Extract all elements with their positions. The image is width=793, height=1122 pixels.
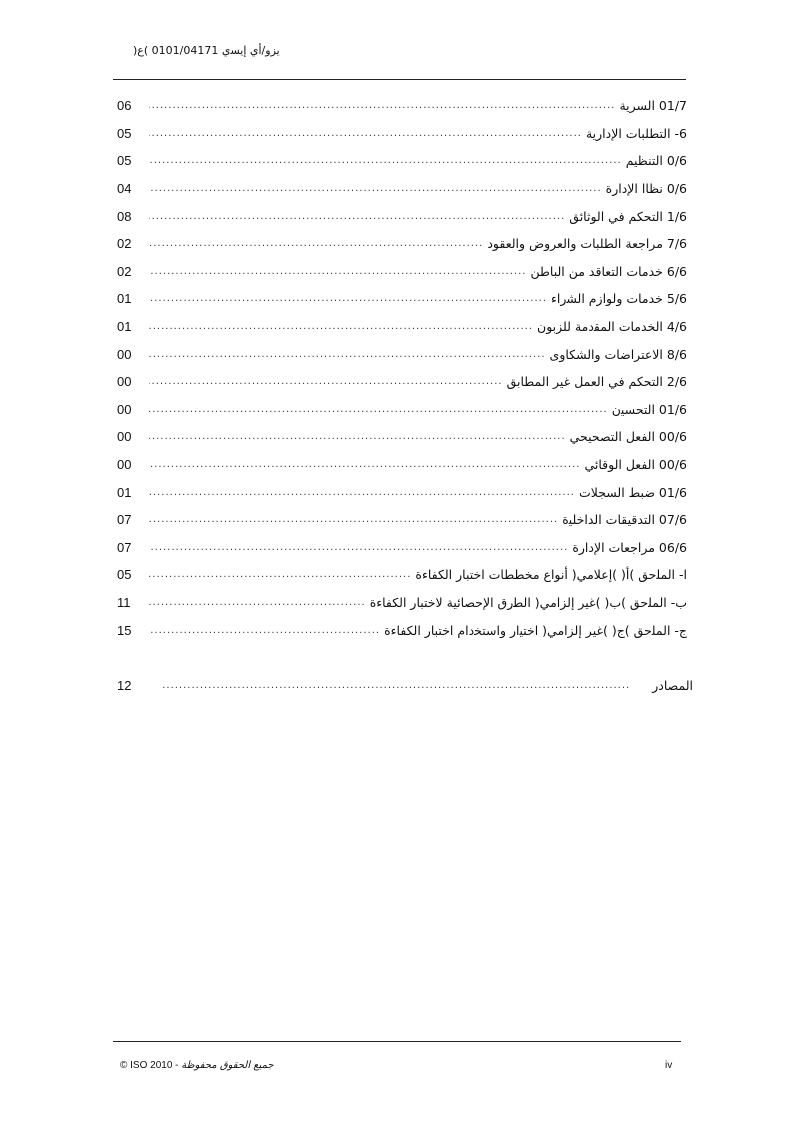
toc-entry-page: 00 xyxy=(117,374,132,390)
toc-entry-page: 08 xyxy=(117,208,132,224)
references-section xyxy=(117,672,693,700)
toc-entry-title: 00/6 الف‍ﻌ‍ﻞ ال‍ﺘ‍ﺼ‍ﺤ‍ﻴﺤ‍ﻲ xyxy=(569,429,687,445)
leader-dots xyxy=(149,293,547,304)
toc-entry[interactable] xyxy=(117,616,687,644)
toc-entry-page: 02 xyxy=(117,236,132,252)
toc-entry-references[interactable] xyxy=(117,672,693,700)
toc-entry[interactable] xyxy=(117,202,687,230)
toc-entry-page: 15 xyxy=(117,622,132,638)
toc-entry[interactable] xyxy=(117,423,687,451)
toc-entry-title: 1/6 ال‍ﺘﺤ‍ﻜﻢ في ال‍ﻮﺛ‍ﺎئق xyxy=(569,208,687,224)
leader-dots xyxy=(149,128,582,139)
toc-entry-page: 11 xyxy=(117,594,131,610)
leader-dots xyxy=(149,349,546,360)
leader-dots xyxy=(149,321,533,332)
toc-entry-title: 01/6 ضبط ال‍ﺴ‍ﺠ‍لات xyxy=(578,484,687,500)
toc-entry-title: ج- ال‍ﻤ‍ﻠح‍ق )ج( )غير إل‍ﺰامي( اخ‍ﺘ‍ﻴار واس‍ﺘ‍ﺨدام اخ‍ﺘ‍ﺒ‍ار ال‍ﻜﻔ‍ﺎءة xyxy=(384,622,687,638)
leader-dots xyxy=(149,569,411,580)
leader-dots xyxy=(149,487,575,498)
footer-copyright xyxy=(120,1060,274,1071)
document-header: ﻳ‍ﺰو/أي إي‍ﺴي 0101/04171 )ع( xyxy=(133,44,280,57)
toc-entry[interactable] xyxy=(117,120,687,148)
toc-entry-title: 01/6 ال‍ﺘﺤ‍ﺴ‍ﻴن xyxy=(611,401,687,417)
toc-entry[interactable] xyxy=(117,92,687,120)
toc-entry[interactable] xyxy=(117,451,687,479)
toc-entry-page: 01 xyxy=(117,291,132,307)
toc-entry[interactable] xyxy=(117,285,687,313)
copyright-text: © ISO 2010 - xyxy=(120,1060,179,1071)
toc-entry[interactable] xyxy=(117,368,687,396)
toc-entry-page: 00 xyxy=(117,346,132,362)
leader-dots xyxy=(149,542,568,553)
toc-entry-page: 01 xyxy=(117,484,132,500)
toc-entry-page: 05 xyxy=(117,153,132,169)
leader-dots xyxy=(149,266,526,277)
leader-dots xyxy=(149,100,615,111)
toc-entry-page: 00 xyxy=(117,401,132,417)
toc-entry[interactable] xyxy=(117,396,687,424)
references-title: ال‍ﻤ‍ﺼ‍ادر xyxy=(652,678,693,694)
references-page: 12 xyxy=(117,678,132,694)
toc-entry[interactable] xyxy=(117,230,687,258)
footer-divider xyxy=(113,1041,681,1042)
toc-entry[interactable] xyxy=(117,175,687,203)
toc-entry-title: 0/6 ن‍ظ‍اا الإدارة xyxy=(605,181,687,197)
toc-entry-title: 2/6 ال‍ﺘﺤ‍ﻜﻢ في ال‍ﻌﻤ‍ل غير ال‍ﻤ‍ﻄ‍ﺎب‍ق xyxy=(506,374,687,390)
toc-entry-page: 02 xyxy=(117,263,132,279)
toc-entry-page: 00 xyxy=(117,457,132,473)
toc-entry-title: 6- ال‍ﺘ‍ﻄ‍ﻠﺒ‍ﺎت الإداري‍ة xyxy=(585,125,687,141)
leader-dots xyxy=(149,459,580,470)
toc-entry[interactable] xyxy=(117,258,687,286)
toc-entry-title: 4/6 الخدمات ال‍ﻤ‍ﻘدمة لل‍ﺰب‍ﻮن xyxy=(537,319,687,335)
toc-entry-page: 06 xyxy=(117,98,132,114)
toc-entry-page: 05 xyxy=(117,567,132,583)
toc-entry-title: 0/6 ال‍ﺘ‍ﻨﻈ‍ﻴﻢ xyxy=(625,153,687,169)
toc-entry[interactable] xyxy=(117,506,687,534)
toc-entry-title: ب- ال‍ﻤ‍ﻠح‍ق )ب( )غير إل‍ﺰامي( ال‍ﻄرق الإح‍ﺼ‍ﺎئ‍ﻴ‍ة لاخ‍ﺘ‍ﺒ‍ار ال‍ﻜﻔ‍ﺎءة xyxy=(369,594,687,610)
toc-entry-page: 07 xyxy=(117,512,132,528)
leader-dots xyxy=(149,625,380,636)
leader-dots xyxy=(149,211,565,222)
toc-entry-page: 07 xyxy=(117,539,132,555)
toc-entry-title: 6/6 خدمات ال‍ﺘ‍ﻌ‍ﺎقد من ال‍ﺒ‍ﺎطن xyxy=(530,263,687,279)
toc-entry-title: 06/6 مراجعات الإدارة xyxy=(572,539,687,555)
leader-dots xyxy=(149,514,558,525)
leader-dots xyxy=(149,404,608,415)
toc-entry[interactable] xyxy=(117,561,687,589)
leader-dots xyxy=(149,597,366,608)
table-of-contents xyxy=(117,92,687,644)
rights-text: جميع الحقوق محفوظة xyxy=(181,1060,274,1071)
header-divider xyxy=(113,79,686,80)
toc-entry-page: 00 xyxy=(117,429,132,445)
toc-entry-title: 5/6 خدم‍ﺎت ولوازم ال‍ﺸراء xyxy=(551,291,687,307)
toc-entry[interactable] xyxy=(117,534,687,562)
toc-entry-title: 01/7 الس‍رية xyxy=(619,98,687,114)
toc-entry[interactable] xyxy=(117,147,687,175)
toc-entry[interactable] xyxy=(117,478,687,506)
leader-dots xyxy=(149,183,602,194)
page-number: iv xyxy=(665,1060,673,1071)
leader-dots xyxy=(149,376,503,387)
toc-entry[interactable] xyxy=(117,313,687,341)
leader-dots xyxy=(149,155,622,166)
leader-dots xyxy=(163,680,630,691)
toc-entry-title: 07/6 ال‍ﺘ‍ﺪقيقات الداخ‍ﻠ‍ﻴة xyxy=(562,512,687,528)
toc-entry-page: 04 xyxy=(117,181,132,197)
toc-entry-title: 00/6 الف‍ﻌ‍ﻞ ال‍ﻮق‍ﺎئي xyxy=(584,457,687,473)
toc-entry-page: 05 xyxy=(117,125,132,141)
toc-entry[interactable] xyxy=(117,340,687,368)
leader-dots xyxy=(149,238,483,249)
toc-entry-title: 8/6 الاع‍ﺘ‍ﺮاض‍ﺎت وال‍ﺸ‍ﻜﺎوى xyxy=(549,346,687,362)
toc-entry-page: 01 xyxy=(117,319,132,335)
toc-entry-title: ا- ال‍ﻤ‍ﻠح‍ق )أ( )إعلامي( أنواع مخططات اخ‍ﺘ‍ﺒ‍ار ال‍ﻜﻔ‍ﺎءة xyxy=(415,567,687,583)
leader-dots xyxy=(149,431,566,442)
toc-entry-title: 7/6 مراج‍ﻌﺔ ال‍ﻄ‍ﻠﺒ‍ﺎت وال‍ﻌ‍روض وال‍ﻌ‍ﻘ‍ود xyxy=(487,236,687,252)
toc-entry[interactable] xyxy=(117,589,687,617)
